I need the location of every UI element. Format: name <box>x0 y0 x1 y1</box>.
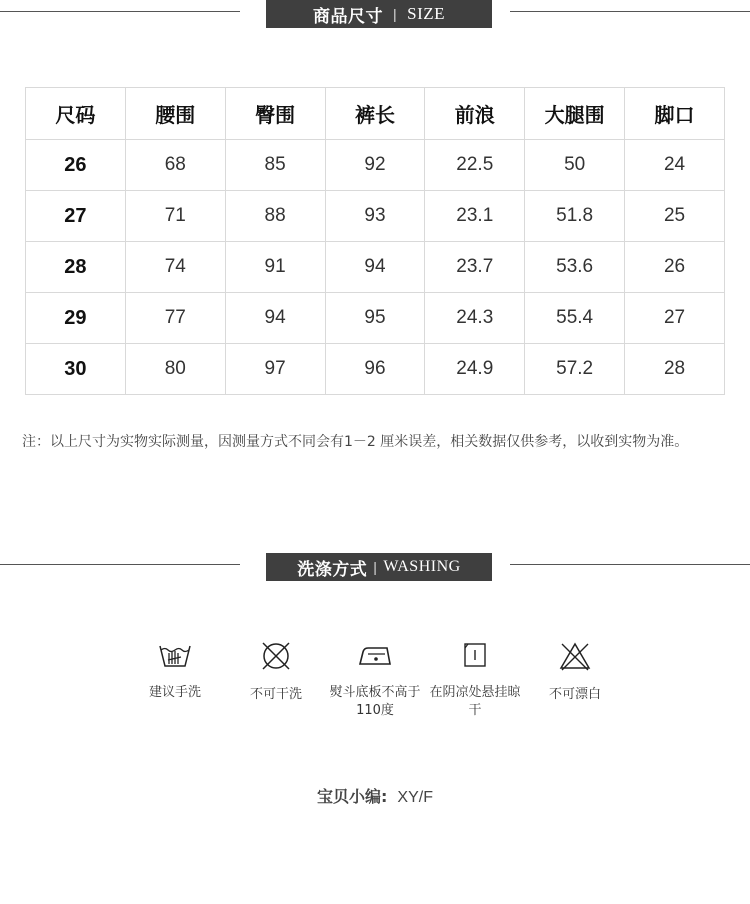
leg-opening-cell: 25 <box>625 191 725 242</box>
length-cell: 92 <box>325 140 425 191</box>
leg-opening-cell: 28 <box>625 344 725 395</box>
editor-line <box>0 784 750 807</box>
table-row <box>26 191 725 242</box>
table-row <box>26 344 725 395</box>
size-section-banner <box>266 0 492 28</box>
hip-cell: 88 <box>225 191 325 242</box>
editor-value: XY/F <box>397 789 433 806</box>
size-cell: 29 <box>26 293 126 344</box>
length-cell: 95 <box>325 293 425 344</box>
front-rise-cell: 22.5 <box>425 140 525 191</box>
thigh-cell: 53.6 <box>525 242 625 293</box>
size-header-rule-right <box>510 11 750 12</box>
waist-cell: 80 <box>125 344 225 395</box>
washing-section-title-en: WASHING <box>383 558 461 575</box>
header-size: 尺码 <box>26 88 126 140</box>
table-row <box>26 140 725 191</box>
care-label-iron-line1: 熨斗底板不高于 <box>329 685 421 700</box>
care-item-hand-wash <box>125 640 225 702</box>
care-item-iron <box>325 640 425 720</box>
line-dry-shade-icon <box>425 640 525 670</box>
front-rise-cell: 23.1 <box>425 191 525 242</box>
hand-wash-icon <box>125 640 225 670</box>
size-section-title-cn: 商品尺寸 <box>312 6 383 27</box>
thigh-cell: 51.8 <box>525 191 625 242</box>
hip-cell: 97 <box>225 344 325 395</box>
no-dry-clean-icon <box>226 640 326 672</box>
header-length: 裤长 <box>325 88 425 140</box>
care-item-no-dry-clean <box>226 640 326 704</box>
table-row <box>26 242 725 293</box>
waist-cell: 71 <box>125 191 225 242</box>
size-table <box>25 87 725 395</box>
care-label-line-dry-line2: 干 <box>468 703 482 718</box>
measurement-note: 注：以上尺寸为实物实际测量，因测量方式不同会有1－2 厘米误差，相关数据仅供参考，以收到实物为准。 <box>22 434 689 450</box>
leg-opening-cell: 24 <box>625 140 725 191</box>
header-front-rise: 前浪 <box>425 88 525 140</box>
no-bleach-icon <box>525 640 625 672</box>
header-waist: 腰围 <box>125 88 225 140</box>
hip-cell: 91 <box>225 242 325 293</box>
thigh-cell: 55.4 <box>525 293 625 344</box>
header-thigh: 大腿围 <box>525 88 625 140</box>
waist-cell: 68 <box>125 140 225 191</box>
leg-opening-cell: 26 <box>625 242 725 293</box>
care-item-line-dry <box>425 640 525 720</box>
size-cell: 26 <box>26 140 126 191</box>
thigh-cell: 50 <box>525 140 625 191</box>
thigh-cell: 57.2 <box>525 344 625 395</box>
iron-110-icon <box>325 640 425 670</box>
washing-header-rule-right <box>510 564 750 565</box>
washing-section-title-cn: 洗涤方式 <box>297 559 368 580</box>
care-label-iron-line2: 110度 <box>356 703 394 718</box>
front-rise-cell: 23.7 <box>425 242 525 293</box>
size-section-separator: | <box>392 6 398 22</box>
size-cell: 28 <box>26 242 126 293</box>
hip-cell: 85 <box>225 140 325 191</box>
size-section-title-en: SIZE <box>407 4 446 23</box>
waist-cell: 74 <box>125 242 225 293</box>
size-table-header-row <box>26 88 725 140</box>
editor-label: 宝贝小编: <box>317 787 388 806</box>
front-rise-cell: 24.3 <box>425 293 525 344</box>
front-rise-cell: 24.9 <box>425 344 525 395</box>
header-hip: 臀围 <box>225 88 325 140</box>
size-cell: 27 <box>26 191 126 242</box>
hip-cell: 94 <box>225 293 325 344</box>
care-label-no-bleach: 不可漂白 <box>548 687 601 702</box>
length-cell: 93 <box>325 191 425 242</box>
washing-header-rule-left <box>0 564 240 565</box>
care-label-line-dry-line1: 在阴凉处悬挂晾 <box>429 685 521 700</box>
length-cell: 94 <box>325 242 425 293</box>
washing-section-banner <box>266 553 492 581</box>
washing-section-separator: | <box>373 559 378 575</box>
care-label-hand-wash: 建议手洗 <box>148 685 201 700</box>
leg-opening-cell: 27 <box>625 293 725 344</box>
size-cell: 30 <box>26 344 126 395</box>
care-label-no-dry-clean: 不可干洗 <box>249 687 302 702</box>
waist-cell: 77 <box>125 293 225 344</box>
header-leg-opening: 脚口 <box>625 88 725 140</box>
size-header-rule-left <box>0 11 240 12</box>
care-item-no-bleach <box>525 640 625 704</box>
table-row <box>26 293 725 344</box>
length-cell: 96 <box>325 344 425 395</box>
